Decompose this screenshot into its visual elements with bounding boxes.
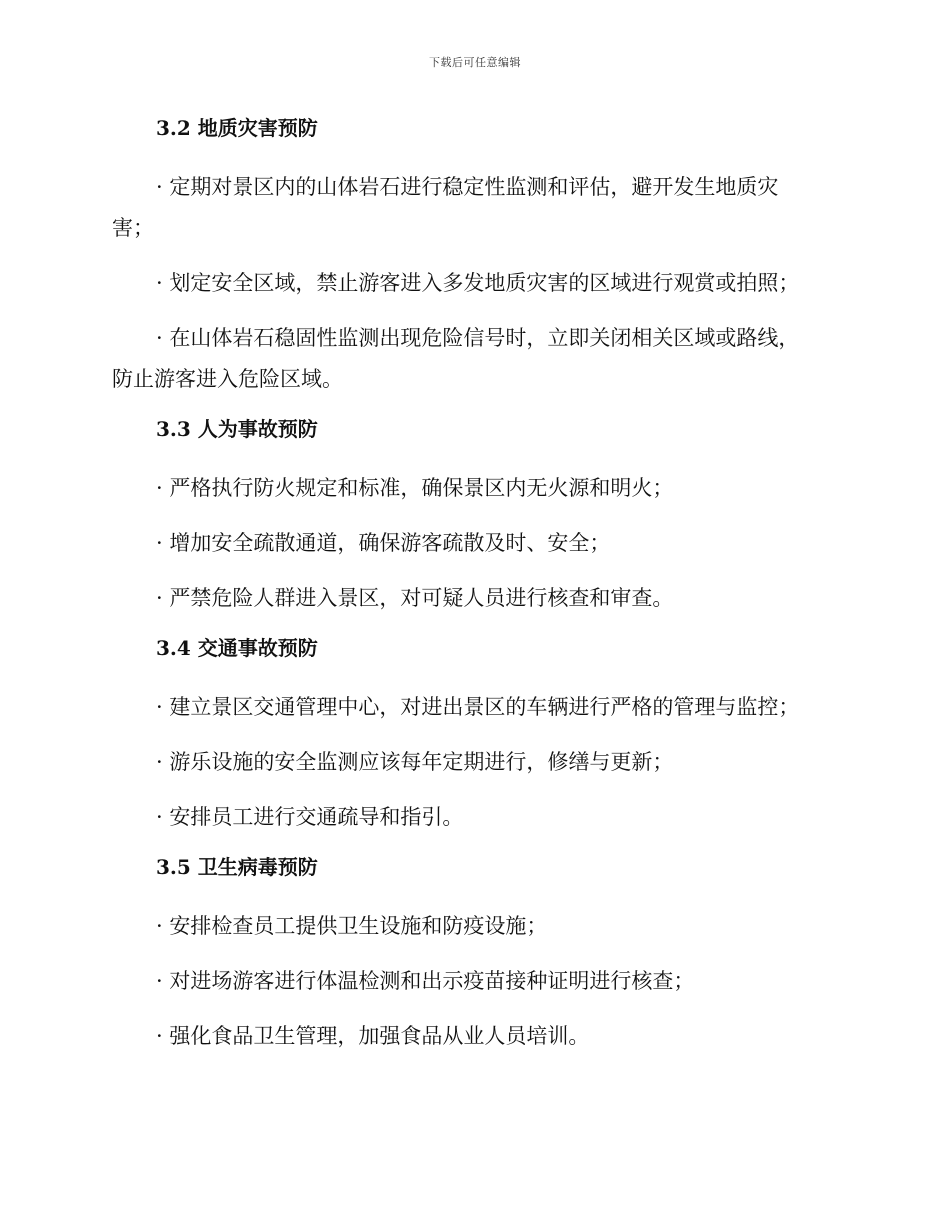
header-note: 下载后可任意编辑 <box>429 56 521 69</box>
paragraph-geo-monitoring: · 定期对景区内的山体岩石进行稳定性监测和评估，避开发生地质灾害； <box>112 175 779 240</box>
paragraph-traffic-center: · 建立景区交通管理中心，对进出景区的车辆进行严格的管理与监控； <box>156 695 800 719</box>
paragraph-health-temperature: · 对进场游客进行体温检测和出示疫苗接种证明进行核查； <box>156 969 695 993</box>
paragraph-human-evacuation: · 增加安全疏散通道，确保游客疏散及时、安全； <box>156 531 611 555</box>
paragraph-health-facilities: · 安排检查员工提供卫生设施和防疫设施； <box>156 914 548 938</box>
paragraph-traffic-rides: · 游乐设施的安全监测应该每年定期进行，修缮与更新； <box>156 750 674 774</box>
paragraph-geo-closure: · 在山体岩石稳固性监测出现危险信号时，立即关闭相关区域或路线，防止游客进入危险区域。 <box>112 326 800 391</box>
paragraph-traffic-guidance: · 安排员工进行交通疏导和指引。 <box>156 805 464 829</box>
paragraph-health-food: · 强化食品卫生管理，加强食品从业人员培训。 <box>156 1024 590 1048</box>
section-heading-traffic: 3.4 交通事故预防 <box>156 636 318 660</box>
paragraph-human-screening: · 严禁危险人群进入景区，对可疑人员进行核查和审查。 <box>156 586 674 610</box>
section-heading-health: 3.5 卫生病毒预防 <box>156 855 318 879</box>
paragraph-human-fire: · 严格执行防火规定和标准，确保景区内无火源和明火； <box>156 476 674 500</box>
section-heading-human: 3.3 人为事故预防 <box>156 417 318 441</box>
document-body <box>112 113 812 1071</box>
paragraph-geo-safe-zone: · 划定安全区域，禁止游客进入多发地质灾害的区域进行观赏或拍照； <box>156 271 800 295</box>
section-heading-geological: 3.2 地质灾害预防 <box>156 116 318 140</box>
